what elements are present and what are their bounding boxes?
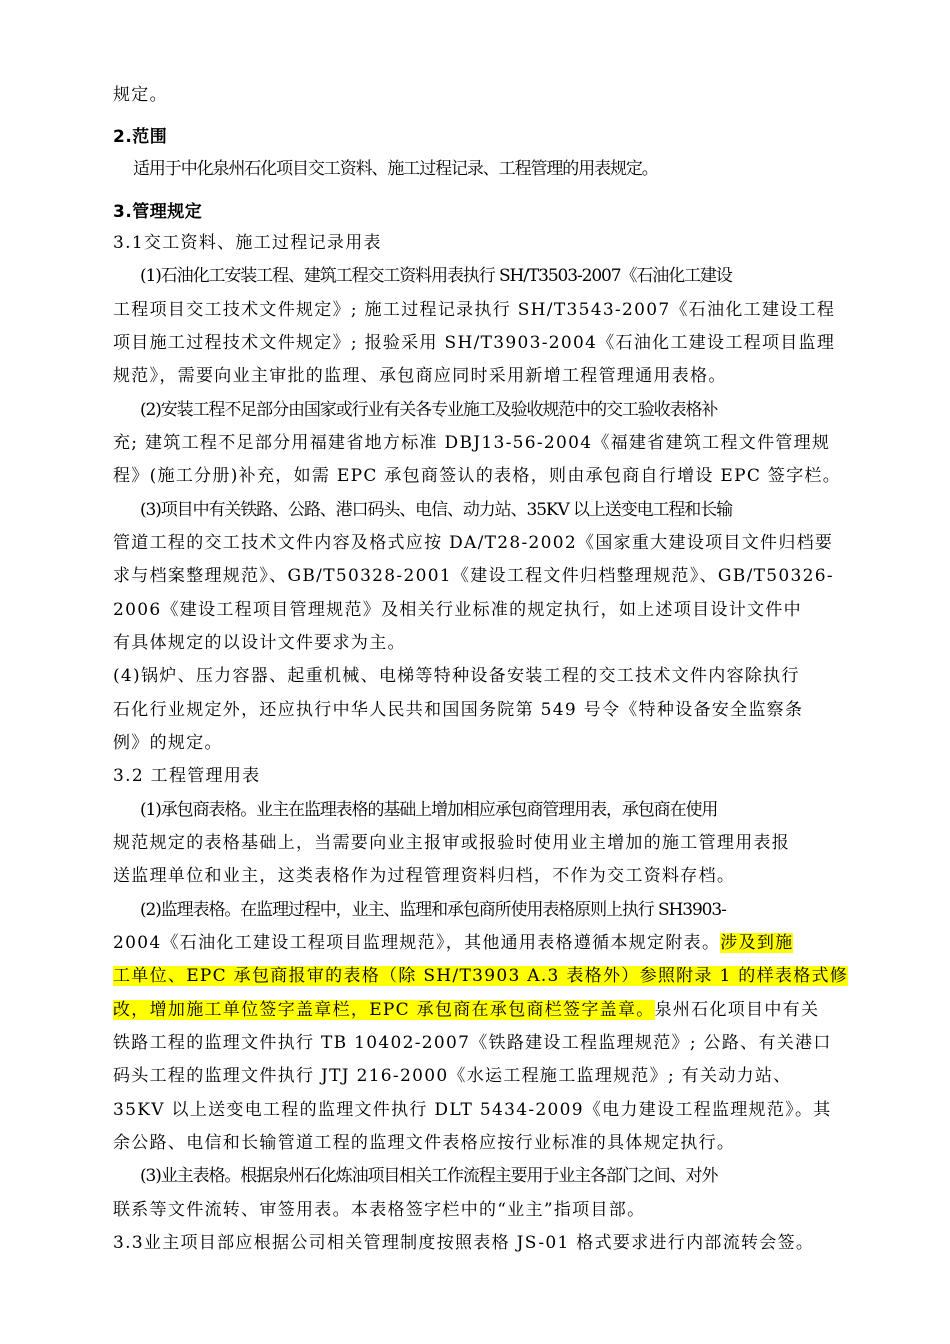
paragraph-line [113,932,853,954]
paragraph-line: 2006《建设工程项目管理规范》及相关行业标准的规定执行，如上述项目设计文件中 [113,600,802,620]
section-3-heading: 3.管理规定 [113,202,203,222]
paragraph-line: 规范》，需要向业主审批的监理、承包商应同时采用新增工程管理通用表格。 [113,366,727,386]
top-fragment: 规定。 [113,85,168,105]
paragraph-line: (2)监理表格。在监理过程中，业主、监理和承包商所使用表格原则上执行 SH3903- [140,900,726,920]
paragraph-line: 联系等文件流转、审签用表。本表格签字栏中的“业主”指项目部。 [113,1200,646,1220]
paragraph-line: (1)承包商表格。业主在监理表格的基础上增加相应承包商管理用表，承包商在使用 [140,800,718,820]
paragraph-line: 余公路、电信和长输管道工程的监理文件表格应按行业标准的具体规定执行。 [113,1133,736,1153]
paragraph-line: 充; 建筑工程不足部分用福建省地方标准 DBJ13-56-2004《福建省建筑工程文件管理规 [113,433,831,453]
subsection-3-3-text: 3.3业主项目部应根据公司相关管理制度按照表格 JS-01 格式要求进行内部流转会签。 [113,1233,815,1253]
subsection-3-1-heading: 3.1交工资料、施工过程记录用表 [113,233,382,253]
paragraph-line: 管道工程的交工技术文件内容及格式应按 DA/T28-2002《国家重大建设项目文件归档要 [113,533,834,553]
highlighted-text: 改，增加施工单位签字盖章栏，EPC 承包商在承包商栏签字盖章。 [113,1000,655,1020]
paragraph-line: (3)业主表格。根据泉州石化炼油项目相关工作流程主要用于业主各部门之间、对外 [140,1166,718,1186]
paragraph-line: (1)石油化工安装工程、建筑工程交工资料用表执行 SH/T3503-2007《石油化工建设 [140,266,732,286]
highlighted-text: 工单位、EPC 承包商报审的表格（除 SH/T3903 A.3 表格外）参照附录 1 的样表格式修 [113,966,849,986]
paragraph-line: 程》(施工分册)补充，如需 EPC 承包商签认的表格，则由承包商自行增设 EPC 签字栏。 [113,466,842,486]
plain-text: 泉州石化项目中有关 [654,1000,820,1020]
section-2-heading: 2.范围 [113,127,168,147]
section-2-text: 适用于中化泉州石化项目交工资料、施工过程记录、工程管理的用表规定。 [133,159,658,179]
paragraph-line: 例》的规定。 [113,733,223,753]
paragraph-line: 规范规定的表格基础上，当需要向业主报审或报验时使用业主增加的施工管理用表报 [113,833,791,853]
paragraph-line: 石化行业规定外，还应执行中华人民共和国国务院第 549 号令《特种设备安全监察条 [113,700,804,720]
subsection-3-2-heading: 3.2 工程管理用表 [113,766,261,786]
paragraph-line: 求与档案整理规范》、GB/T50328-2001《建设工程文件归档整理规范》、GB/T50326- [113,566,834,586]
paragraph-line: 项目施工过程技术文件规定》; 报验采用 SH/T3903-2004《石油化工建设工程项目监理 [113,333,836,353]
paragraph-line [113,965,853,987]
plain-text: 2004《石油化工建设工程项目监理规范》，其他通用表格遵循本规定附表。 [113,933,721,953]
paragraph-line: 有具体规定的以设计文件要求为主。 [113,633,406,653]
highlighted-text: 涉及到施 [720,933,794,953]
paragraph-line: 码头工程的监理文件执行 JTJ 216-2000《水运工程施工监理规范》; 有关动力站、 [113,1066,792,1086]
paragraph-line: (2)安装工程不足部分由国家或行业有关各专业施工及验收规范中的交工验收表格补 [140,400,718,420]
paragraph-line: 铁路工程的监理文件执行 TB 10402-2007《铁路建设工程监理规范》; 公路、有关港口 [113,1033,832,1053]
paragraph-line: 35KV 以上送变电工程的监理文件执行 DLT 5434-2009《电力建设工程监理规范》。其 [113,1100,832,1120]
paragraph-line [113,999,853,1021]
paragraph-line: 工程项目交工技术文件规定》; 施工过程记录执行 SH/T3543-2007《石油化工建设工程 [113,300,836,320]
paragraph-line: (4)锅炉、压力容器、起重机械、电梯等特种设备安装工程的交工技术文件内容除执行 [113,666,800,686]
paragraph-line: (3)项目中有关铁路、公路、港口码头、电信、动力站、35KV 以上送变电工程和长输 [140,500,732,520]
paragraph-line: 送监理单位和业主，这类表格作为过程管理资料归档，不作为交工资料存档。 [113,866,736,886]
